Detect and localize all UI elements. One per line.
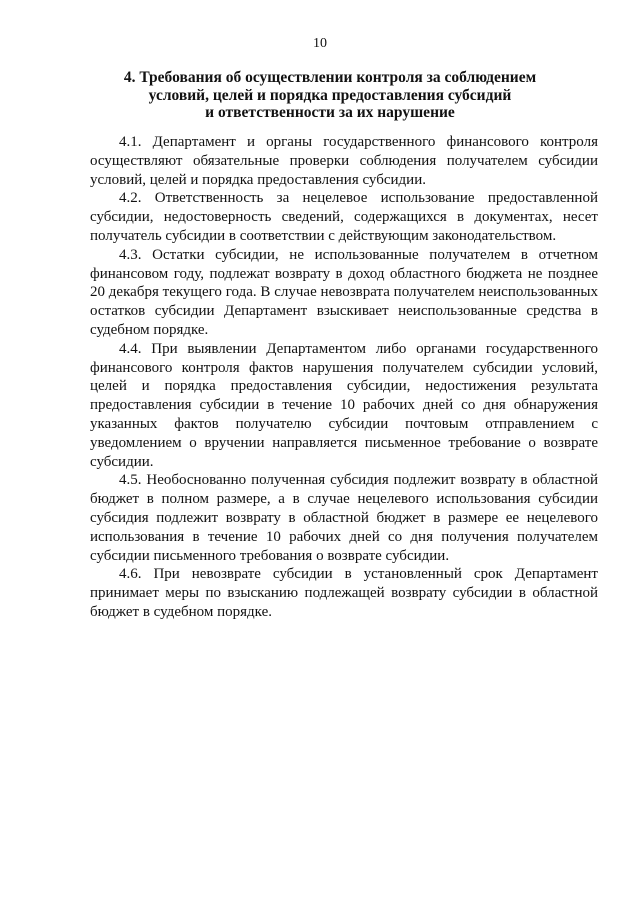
section-heading-line-1: 4. Требования об осуществлении контроля за соблюдением (123, 69, 537, 86)
page-number: 10 (313, 36, 327, 51)
section-heading (60, 69, 600, 122)
paragraph-4-6: 4.6. При невозврате субсидии в установленный срок Департамент принимает меры по взысканию подлежащей возврату субсидии в областной бюджет в судебном порядке. (90, 566, 598, 620)
paragraph-4-5: 4.5. Необоснованно полученная субсидия подлежит возврату в областной бюджет в полном размере, а в случае нецелевого использования субсидии субсидия подлежит возврату в областной бюджет в размере ее нецелевого использования в течение 10 рабочих дней со дня получения получателем субсидии письменного требования о возврате субсидии. (90, 472, 598, 564)
paragraph-4-1: 4.1. Департамент и органы государственного финансового контроля осуществляют обязательные проверки соблюдения получателем субсидии условий, целей и порядка предоставления субсидии. (90, 134, 598, 188)
paragraph-4-4: 4.4. При выявлении Департаментом либо органами государственного финансового контроля фактов нарушения получателем субсидии условий, целей и порядка предоставления субсидии, недостижения результата предоставления субсидии в течение 10 рабочих дней со дня обнаружения указанных фактов получателю субсидии почтовым отправлением с уведомлением о вручении направляется письменное требование о возврате субсидии. (90, 340, 598, 470)
section-heading-line-2: условий, целей и порядка предоставления субсидий (148, 86, 512, 104)
section-body (90, 133, 598, 622)
section-heading-line-3: и ответственности за их нарушение (205, 104, 455, 121)
paragraph-4-3: 4.3. Остатки субсидии, не использованные получателем в отчетном финансовом году, подлежат возврату в доход областного бюджета не позднее 20 декабря текущего года. В случае невозврата получателем неиспользованных остатков субсидии Департамент взыскивает неиспользованные средства в судебном порядке. (90, 246, 598, 338)
paragraph-4-2: 4.2. Ответственность за нецелевое использование предоставленной субсидии, недостоверность сведений, содержащихся в документах, несет получатель субсидии в соответствии с действующим законодательством. (90, 190, 598, 244)
